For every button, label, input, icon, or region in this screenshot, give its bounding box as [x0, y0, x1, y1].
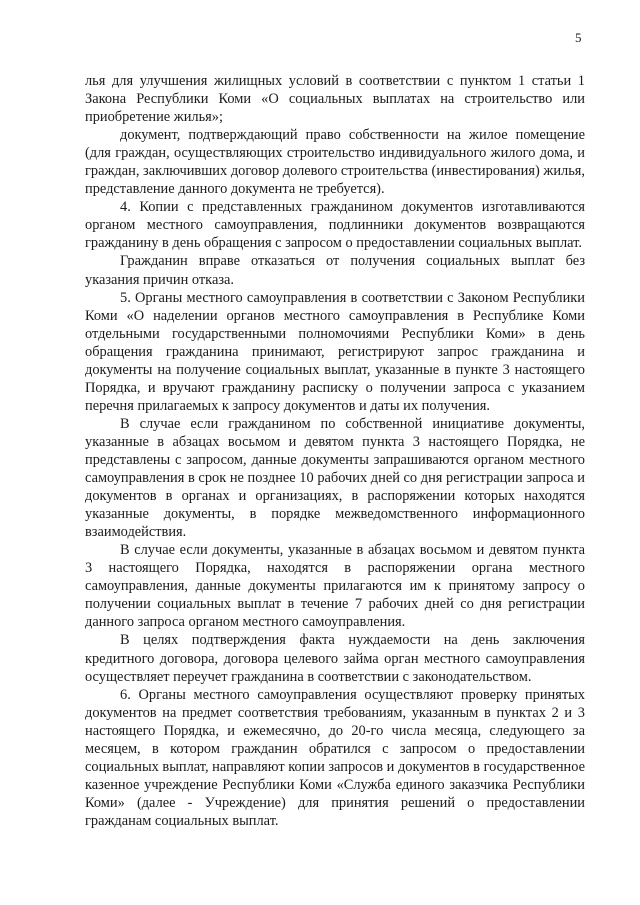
page-number: 5: [575, 30, 582, 45]
paragraph-2: документ, подтверждающий право собственности на жилое помещение (для граждан, осуществляющих строительство индивидуального жилого дома, и граждан, заключивших договор долевого строительства (инвестирования) жилья, представление данного документа не требуется).: [85, 127, 585, 198]
paragraph-8: В целях подтверждения факта нуждаемости на день заключения кредитного договора, договора целевого займа орган местного самоуправления осуществляет переучет гражданина в соответствии с законодательством.: [85, 632, 585, 685]
paragraph-5: 5. Органы местного самоуправления в соответствии с Законом Республики Коми «О наделении органов местного самоуправления в Республике Коми отдельными государственными полномочиями Республики Коми» в день обращения гражданина принимают, регистрируют запрос гражданина и документы на получение социальных выплат, указанные в пункте 3 настоящего Порядка, и вручают гражданину расписку о получении запроса с указанием перечня прилагаемых к запросу документов и даты их получения.: [85, 289, 585, 414]
paragraph-1: лья для улучшения жилищных условий в соответствии с пунктом 1 статьи 1 Закона Республики Коми «О социальных выплатах на строительство или приобретение жилья»;: [85, 73, 585, 126]
paragraph-7: В случае если документы, указанные в абзацах восьмом и девятом пункта 3 настоящего Порядка, находятся в распоряжении органа местного самоуправления, данные документы прилагаются им к принятому запросу о получении социальных выплат в течение 7 рабочих дней со дня регистрации данного запроса органом местного самоуправления.: [85, 542, 585, 631]
paragraph-6: В случае если гражданином по собственной инициативе документы, указанные в абзацах восьмом и девятом пункта 3 настоящего Порядка, не представлены с запросом, данные документы запрашиваются органом местного самоуправления в срок не позднее 10 рабочих дней со дня регистрации запроса и документов в органах и организациях, в распоряжении которых находятся указанные документы, в порядке межведомственного информационного взаимодействия.: [85, 415, 585, 541]
paragraph-3: 4. Копии с представленных гражданином документов изготавливаются органом местного самоуправления, подлинники документов возвращаются гражданину в день обращения с запросом о предоставлении социальных выплат.: [85, 199, 585, 252]
document-body: [85, 72, 585, 830]
paragraph-9: 6. Органы местного самоуправления осуществляют проверку принятых документов на предмет соответствия требованиям, указанным в пунктах 2 и 3 настоящего Порядка, и ежемесячно, до 20-го числа месяца, следующего за месяцем, в котором гражданин обратился с запросом о предоставлении социальных выплат, направляют копии запросов и документов в государственное казенное учреждение Республики Коми «Служба единого заказчика Республики Коми» (далее - Учреждение) для принятия решений о предоставлении гражданам социальных выплат.: [85, 686, 585, 829]
paragraph-4: Гражданин вправе отказаться от получения социальных выплат без указания причин отказа.: [85, 253, 585, 288]
